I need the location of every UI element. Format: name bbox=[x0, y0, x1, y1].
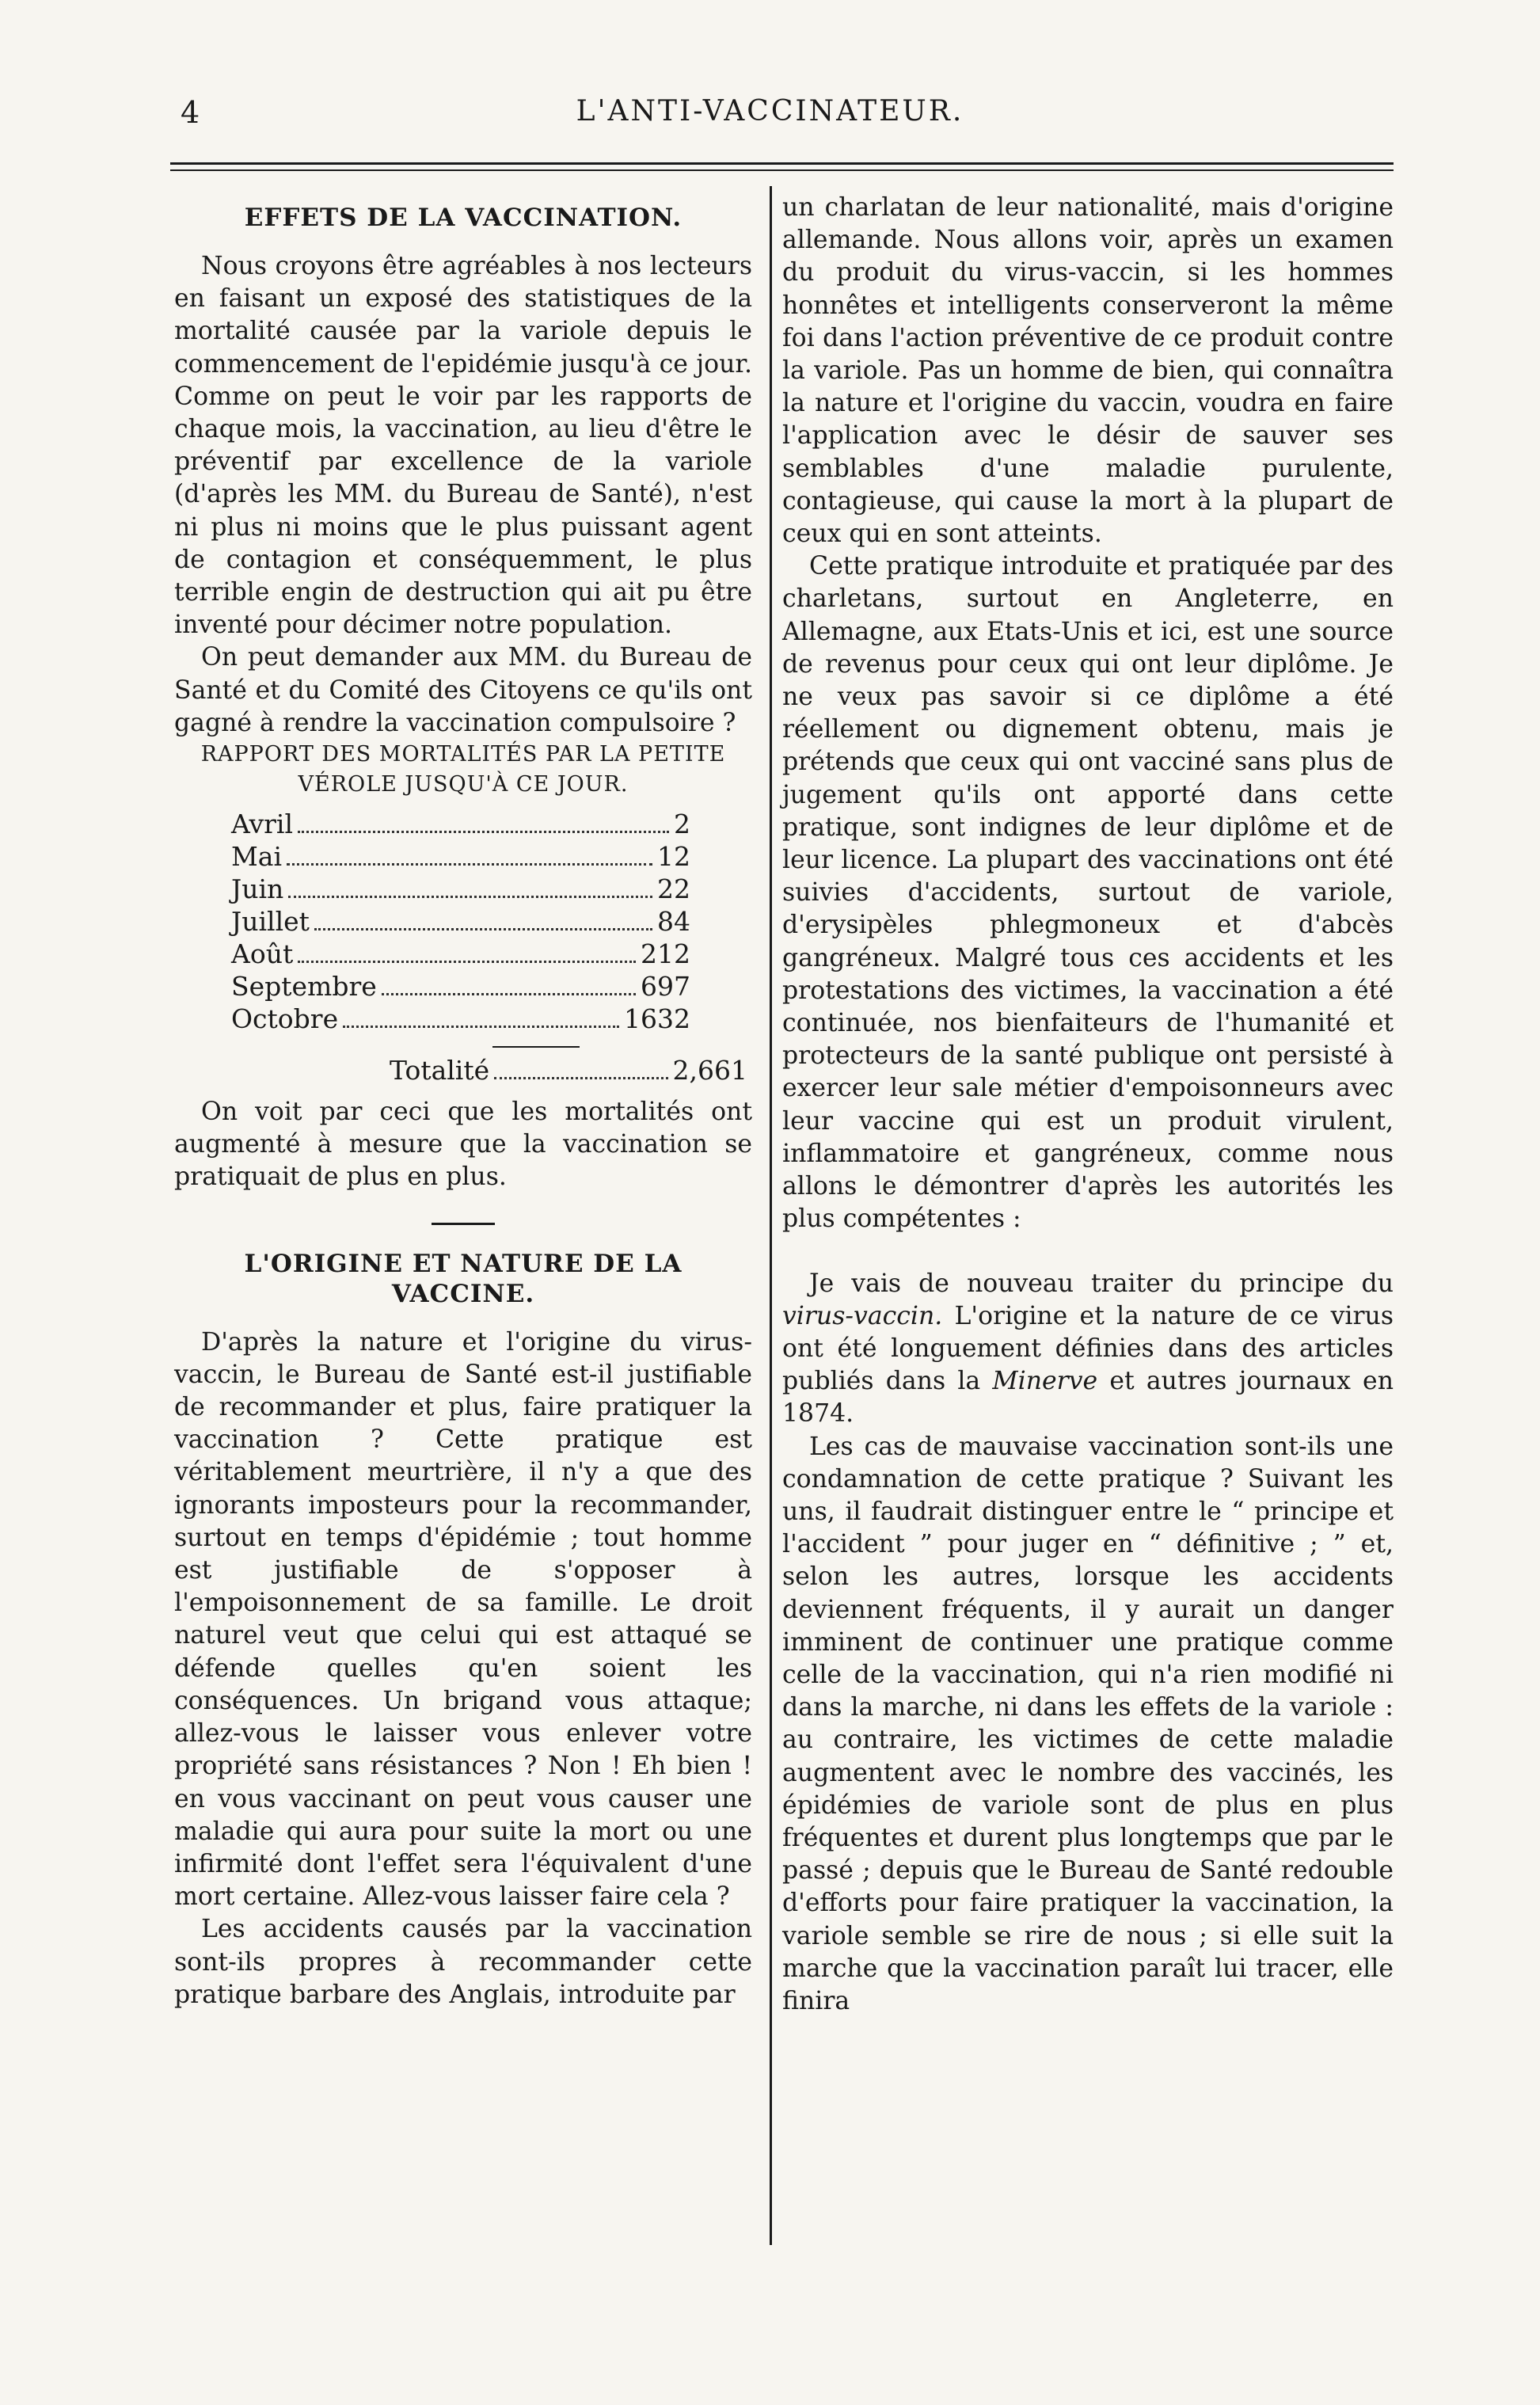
column-divider bbox=[770, 186, 772, 2245]
italic-title: Minerve bbox=[992, 1367, 1098, 1396]
paragraph: Nous croyons être agréables à nos lecteurs en faisant un exposé des statistiques de la mortalité causée par la variole depuis le commencement de l'epidémie jusqu'à ce jour. Comme on peut le voir par les rapports de chaque mois, la vaccination, au lieu d'être le préventif par excellence de la variole (d'après les MM. du Bureau de Santé), n'est ni plus ni moins que le plus puissant agent de contagion et conséquemment, le plus terrible engin de destruction qui ait pu être inventé pour décimer notre population. bbox=[174, 252, 752, 640]
month-label: Août bbox=[231, 938, 294, 970]
section-title-effets: EFFETS DE LA VACCINATION. bbox=[244, 204, 683, 232]
page-number: 4 bbox=[181, 95, 200, 130]
running-title: L'ANTI-VACCINATEUR. bbox=[576, 95, 964, 127]
total-value: 2,661 bbox=[672, 1055, 747, 1086]
table-row bbox=[231, 808, 690, 840]
paragraph: D'après la nature et l'origine du virus-vaccin, le Bureau de Santé est-il justifiable de recommander et plus, faire pratiquer la vaccination ? Cette pratique est véritablement meurtrière, il n'y a que des ignorants imposteurs pour la recommander, surtout en temps d'épidémie ; tout homme est justifiable de s'opposer à l'empoisonnement de sa famille. Le droit naturel veut que celui qui est attaqué se défende quelles qu'en soient les conséquences. Un brigand vous attaque; allez-vous le laisser vous enlever votre propriété sans résistances ? Non ! Eh bien ! en vous vaccinant on peut vous causer une maladie qui aura pour suite la mort ou une infirmité dont l'effet sera l'équivalent d'une mort certaine. Allez-vous laisser faire cela ? bbox=[174, 1327, 752, 1912]
table-row bbox=[231, 1003, 690, 1035]
right-column bbox=[782, 192, 1394, 2018]
paragraph: Cette pratique introduite et pratiquée par des charletans, surtout en Angleterre, en Allemagne, aux Etats-Unis et ici, est une source de revenus pour ceux qui ont leur diplôme. Je ne veux pas savoir si ce diplôme a été réellement ou dignement obtenu, mais je prétends que ceux qui ont vacciné sans plus de jugement qu'ils ont apporté dans cette pratique, sont indignes de leur diplôme et de leur licence. La plupart des vaccinations ont été suivies d'accidents, surtout de variole, d'erysipèles phlegmoneux et d'abcès gangréneux. Malgré tous ces accidents et les protestations des victimes, la vaccination a été continuée, nos bienfaiteurs de l'humanité et protecteurs de la santé publique ont persisté à exercer leur sale métier d'empoisonneurs avec leur vaccine qui est un produit virulent, inflammatoire et gangréneux, comme nous allons le démontrer d'après les autorités les plus compétentes : bbox=[782, 552, 1394, 1234]
paragraph: Je vais de nouveau traiter du principe du virus-vaccin. L'origine et la nature de ce virus ont été longuement définies dans des articles publiés dans la Minerve et autres journaux en 1874. bbox=[782, 1269, 1394, 1429]
table-row bbox=[231, 970, 690, 1003]
mortality-table bbox=[231, 808, 747, 1086]
left-column bbox=[174, 192, 752, 2011]
header-rule-bottom bbox=[170, 169, 1394, 171]
table-row bbox=[231, 840, 690, 873]
month-value: 2 bbox=[674, 809, 690, 840]
paragraph: Les accidents causés par la vaccination sont-ils propres à recommander cette pratique barbare des Anglais, introduite par bbox=[174, 1915, 752, 2009]
month-value: 22 bbox=[657, 873, 690, 905]
month-value: 212 bbox=[641, 938, 690, 970]
month-label: Mai bbox=[231, 841, 283, 873]
total-label: Totalité bbox=[390, 1055, 490, 1086]
page-header bbox=[0, 95, 1540, 143]
paragraph: Les cas de mauvaise vaccination sont-ils une condamnation de cette pratique ? Suivant les uns, il faudrait distinguer entre le “ principe et l'accident ” pour juger en “ définitive ; ” et, selon les autres, lorsque les accidents deviennent fréquents, il y aurait un danger imminent de continuer une pratique comme celle de la vaccination, qui n'a rien modifié ni dans la marche, ni dans les effets de la variole : au contraire, les victimes de cette maladie augmentent avec le nombre des vaccinés, les épidémies de variole sont de plus en plus fréquentes et durent plus longtemps que par le passé ; depuis que le Bureau de Santé redouble d'efforts pour faire pratiquer la vaccination, la variole semble se rire de nous ; si elle suit la marche que la vaccination paraît lui tracer, elle finira bbox=[782, 1432, 1394, 2015]
month-value: 12 bbox=[657, 841, 690, 873]
section-separator bbox=[432, 1223, 495, 1225]
month-label: Avril bbox=[231, 809, 294, 840]
month-value: 84 bbox=[657, 906, 690, 938]
italic-term: virus-vaccin. bbox=[782, 1301, 943, 1330]
paragraph: On peut demander aux MM. du Bureau de Santé et du Comité des Citoyens ce qu'ils ont gagné à rendre la vaccination compulsoire ? bbox=[174, 643, 752, 737]
month-label: Septembre bbox=[231, 971, 377, 1003]
paragraph: un charlatan de leur nationalité, mais d'origine allemande. Nous allons voir, après un examen du produit du virus-vaccin, si les hommes honnêtes et intelligents conserveront la même foi dans l'action préventive de ce produit contre la variole. Pas un homme de bien, qui connaîtra la nature et l'origine du vaccin, voudra en faire l'application avec le désir de sauver ses semblables d'une maladie purulente, contagieuse, qui cause la mort à la plupart de ceux qui en sont atteints. bbox=[782, 193, 1394, 549]
report-title: RAPPORT DES MORTALITÉS PAR LA PETITE VÉROLE JUSQU'À CE JOUR. bbox=[200, 742, 726, 797]
month-value: 697 bbox=[641, 971, 690, 1003]
month-value: 1632 bbox=[624, 1003, 690, 1035]
month-label: Octobre bbox=[231, 1003, 339, 1035]
total-row bbox=[390, 1054, 747, 1086]
paragraph: On voit par ceci que les mortalités ont augmenté à mesure que la vaccination se pratiquait de plus en plus. bbox=[174, 1098, 752, 1192]
table-row bbox=[231, 873, 690, 905]
header-rule-top bbox=[170, 162, 1394, 165]
month-label: Juillet bbox=[231, 906, 310, 938]
section-title-origine: L'ORIGINE ET NATURE DE LA VACCINE. bbox=[244, 1249, 683, 1308]
table-row bbox=[231, 905, 690, 938]
total-rule bbox=[492, 1046, 580, 1048]
month-label: Juin bbox=[231, 873, 284, 905]
table-row bbox=[231, 938, 690, 970]
